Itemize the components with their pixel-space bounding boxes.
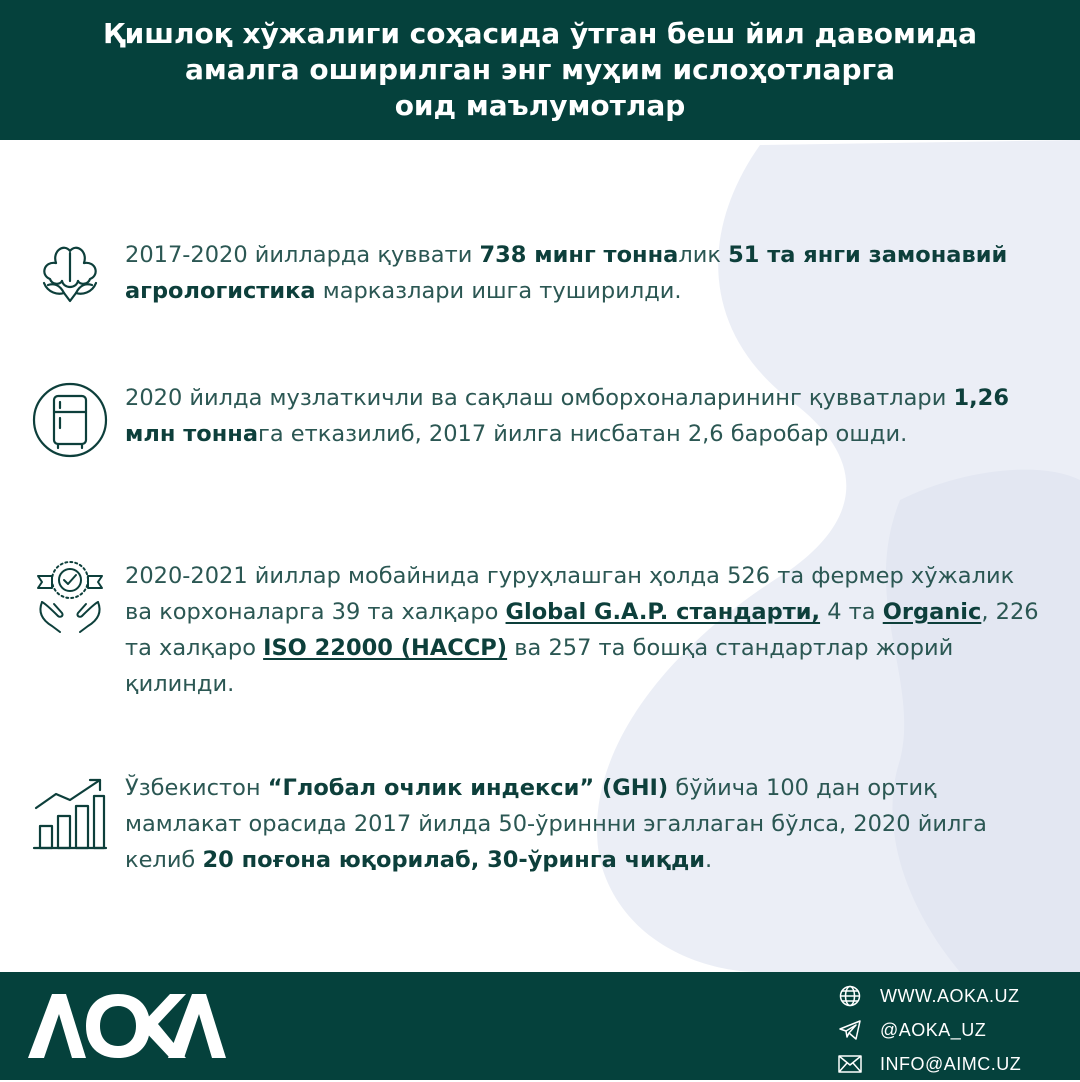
telegram-icon: [836, 1018, 864, 1042]
fact-text-4: Ўзбекистон “Глобал очлик индекси” (GHI) бўйича 100 дан ортиқ мамлакат орасида 2017 йилда 50-ўриннни эгаллаган бўлса, 2020 йилга келиб 20 поғона юқорилаб, 30-ўринга чиқди.: [125, 775, 987, 873]
link-iso-22000[interactable]: ISO 22000 (HACCP): [263, 635, 508, 661]
fact-text-1: 2017-2020 йилларда қуввати 738 минг тонналик 51 та янги замонавий агрологистика марказлари ишга туширилди.: [125, 242, 1008, 304]
contact-telegram[interactable]: [836, 1014, 1066, 1046]
telegram-text[interactable]: @AOKA_UZ: [880, 1019, 987, 1040]
website-text[interactable]: WWW.AOKA.UZ: [880, 985, 1020, 1006]
envelope-icon: [836, 1052, 864, 1076]
link-global-gap[interactable]: Global G.A.P. стандарти,: [505, 599, 821, 625]
title-line-3: оид маълумотлар: [394, 89, 686, 122]
globe-icon: [836, 984, 864, 1008]
contact-website[interactable]: [836, 980, 1066, 1012]
page-title: [63, 16, 1017, 124]
certificate-hands-icon: [30, 558, 110, 638]
contact-email[interactable]: [836, 1048, 1066, 1080]
title-line-2: амалга оширилган энг муҳим ислоҳотларга: [184, 53, 896, 86]
cotton-icon: [30, 233, 110, 313]
email-text[interactable]: INFO@AIMC.UZ: [880, 1053, 1022, 1074]
fact-text-3: 2020-2021 йиллар мобайнида гуруҳлашган ҳолда 526 та фермер хўжалик ва корхоналарга 39 та халқаро Global G.A.P. стандарти, 4 та Organic, 226 та халқаро ISO 22000 (HACCP) ва 257 та бошқа стандартлар жорий қилинди.: [125, 563, 1039, 697]
title-line-1: Қишлоқ хўжалиги соҳасида ўтган беш йил давомида: [102, 17, 978, 50]
growth-chart-icon: [30, 772, 110, 852]
aoka-logo[interactable]: [28, 994, 228, 1058]
footer-bar: [0, 972, 1080, 1080]
refrigerator-icon: [30, 380, 110, 460]
fact-text-2: 2020 йилда музлаткичли ва сақлаш омборхоналарининг қувватлари 1,26 млн тоннага етказилиб, 2017 йилга нисбатан 2,6 баробар ошди.: [125, 385, 1009, 447]
contact-list: [836, 980, 1066, 1082]
header-banner: [0, 0, 1080, 140]
link-organic[interactable]: Organic: [882, 599, 982, 625]
